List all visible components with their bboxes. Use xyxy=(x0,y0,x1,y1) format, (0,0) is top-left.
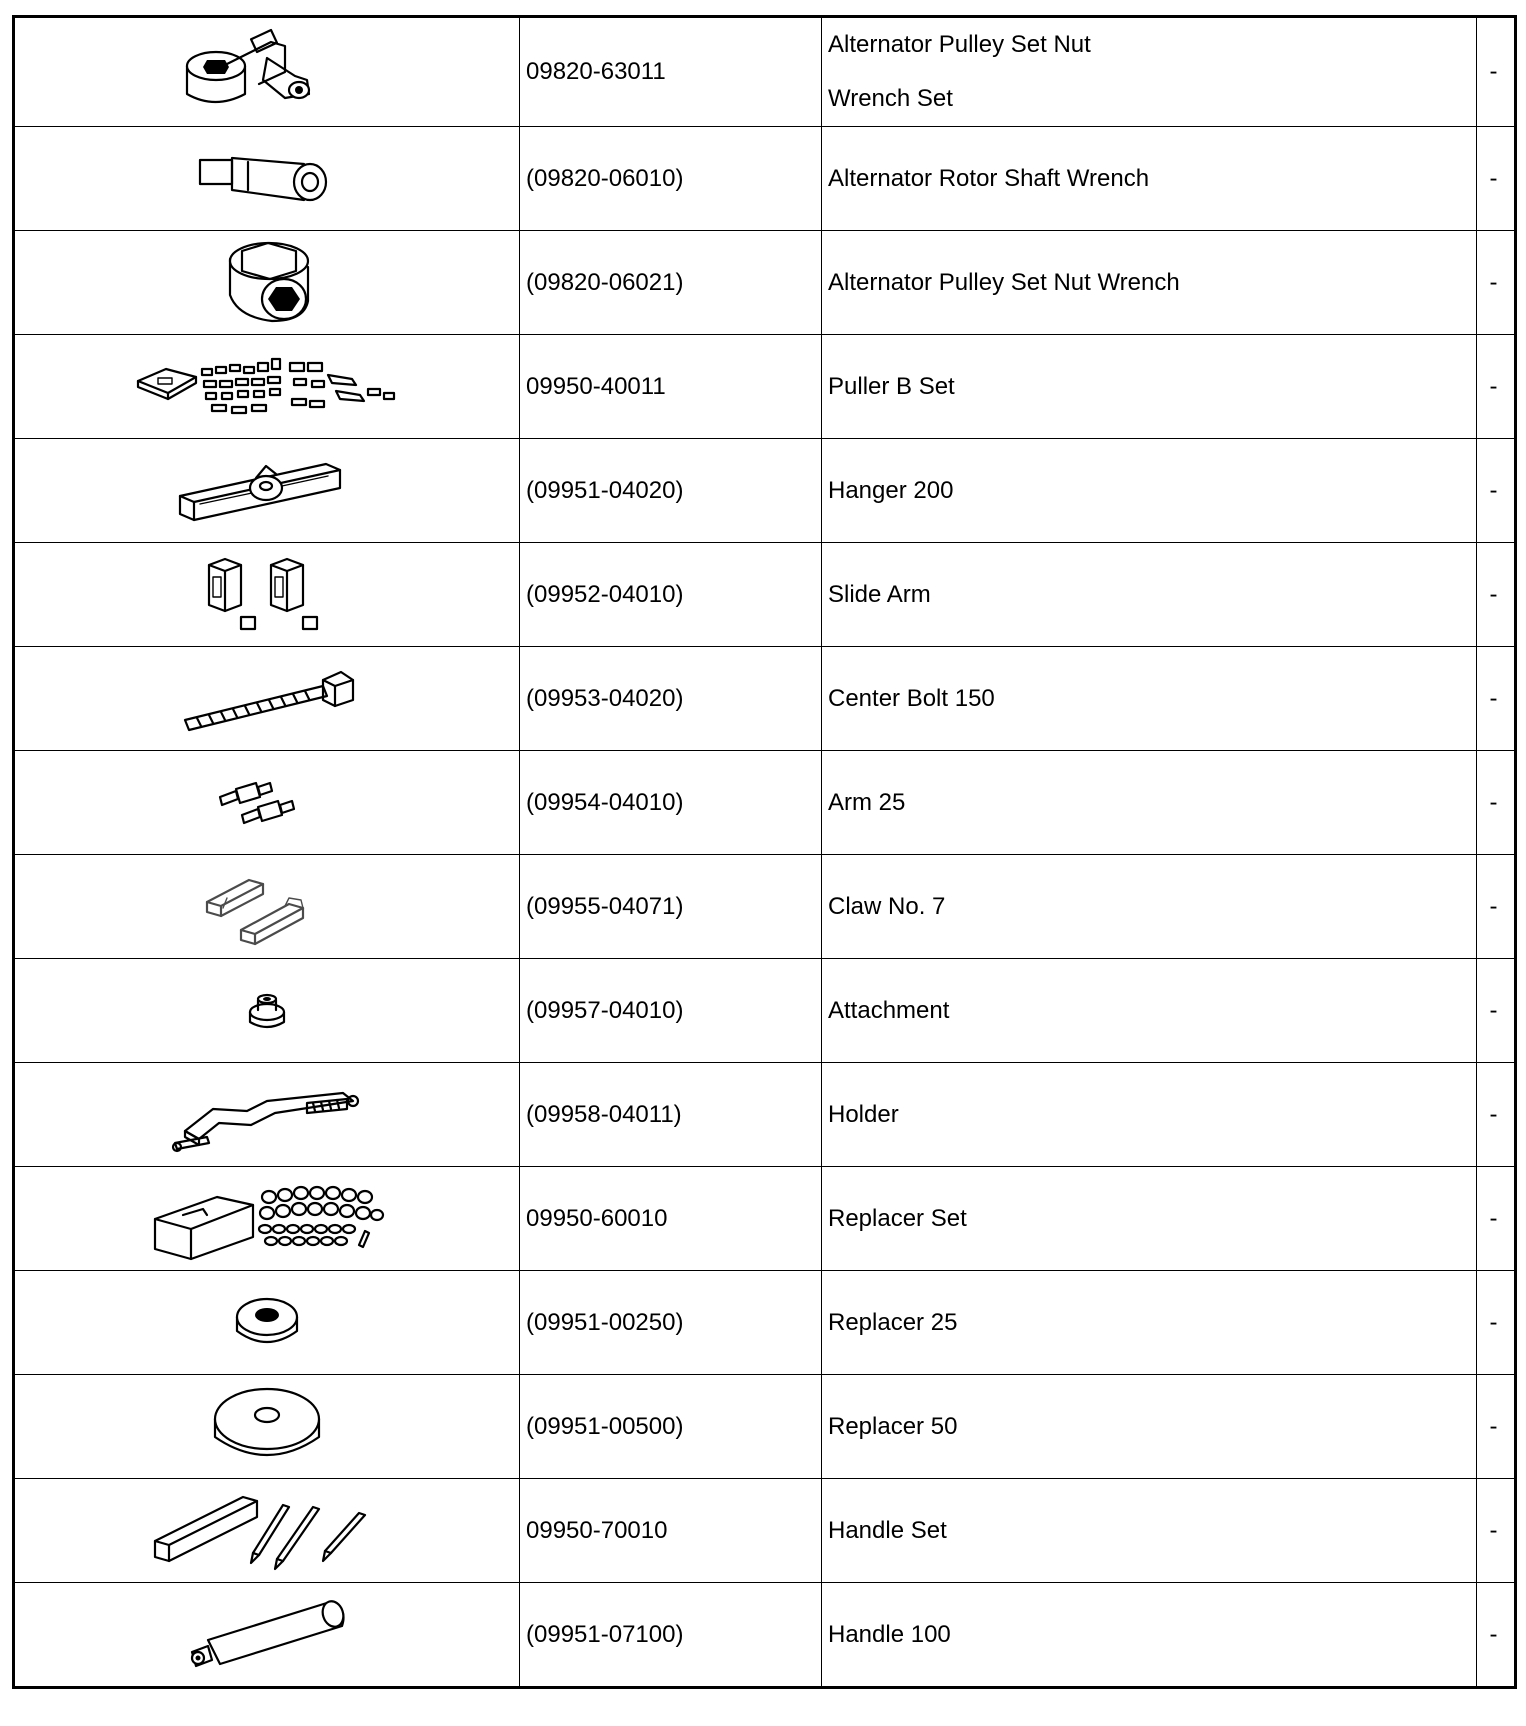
replacer-50-icon xyxy=(15,1379,519,1475)
replacer-25-icon xyxy=(15,1287,519,1359)
illustration-cell xyxy=(14,1167,520,1271)
table-row xyxy=(14,855,1516,959)
illustration-cell xyxy=(14,127,520,231)
table-row xyxy=(14,1167,1516,1271)
slide-arm-icon xyxy=(15,551,519,639)
quantity-cell xyxy=(1477,1583,1516,1688)
tool-name: Replacer 25 xyxy=(828,1308,958,1336)
table-row xyxy=(14,231,1516,335)
quantity: - xyxy=(1489,1100,1498,1128)
illustration-cell xyxy=(14,543,520,647)
tool-name: Alternator Rotor Shaft Wrench xyxy=(828,164,1150,192)
quantity: - xyxy=(1489,788,1498,816)
quantity-cell xyxy=(1477,439,1516,543)
tool-name-cell xyxy=(822,17,1477,127)
part-number: (09952-04010) xyxy=(526,580,684,608)
part-number: (09951-07100) xyxy=(526,1620,684,1648)
tool-name-cell xyxy=(822,751,1477,855)
tool-name-cell xyxy=(822,1271,1477,1375)
part-number-cell xyxy=(520,17,822,127)
illustration-cell xyxy=(14,335,520,439)
part-number-cell xyxy=(520,1479,822,1583)
quantity: - xyxy=(1489,372,1498,400)
tool-name: Alternator Pulley Set Nut Wrench xyxy=(828,268,1180,296)
quantity: - xyxy=(1489,1204,1498,1232)
tool-name-cell xyxy=(822,543,1477,647)
quantity-cell xyxy=(1477,127,1516,231)
illustration-cell xyxy=(14,1583,520,1688)
tool-name-cell xyxy=(822,1479,1477,1583)
center-bolt-icon xyxy=(15,666,519,732)
special-tools-table xyxy=(12,15,1517,1689)
pulley-set-nut-wrench-icon xyxy=(15,237,519,329)
quantity: - xyxy=(1489,1516,1498,1544)
rotor-shaft-wrench-icon xyxy=(15,144,519,214)
part-number-cell xyxy=(520,543,822,647)
tool-name: Claw No. 7 xyxy=(828,892,946,920)
replacer-set-case-icon xyxy=(15,1175,519,1263)
quantity: - xyxy=(1489,476,1498,504)
illustration-cell xyxy=(14,647,520,751)
part-number: (09951-04020) xyxy=(526,476,684,504)
table-row xyxy=(14,751,1516,855)
arm-icon xyxy=(15,775,519,831)
tool-name-cell xyxy=(822,335,1477,439)
quantity: - xyxy=(1489,580,1498,608)
part-number-cell xyxy=(520,855,822,959)
tool-name: Handle 100 xyxy=(828,1620,951,1648)
tool-name: Hanger 200 xyxy=(828,476,954,504)
tool-name-cell xyxy=(822,959,1477,1063)
quantity-cell xyxy=(1477,1063,1516,1167)
quantity: - xyxy=(1489,1412,1498,1440)
part-number-cell xyxy=(520,231,822,335)
part-number-cell xyxy=(520,959,822,1063)
tool-name: Handle Set xyxy=(828,1516,947,1544)
table-row xyxy=(14,1375,1516,1479)
quantity: - xyxy=(1489,996,1498,1024)
tool-name-cell xyxy=(822,647,1477,751)
quantity: - xyxy=(1489,892,1498,920)
tool-name-cell xyxy=(822,231,1477,335)
quantity-cell xyxy=(1477,231,1516,335)
illustration-cell xyxy=(14,1375,520,1479)
part-number: (09957-04010) xyxy=(526,996,684,1024)
handle-icon xyxy=(15,1592,519,1678)
quantity-cell xyxy=(1477,647,1516,751)
tool-name-cell xyxy=(822,127,1477,231)
part-number: (09954-04010) xyxy=(526,788,684,816)
table-row xyxy=(14,1063,1516,1167)
illustration-cell xyxy=(14,751,520,855)
table-row xyxy=(14,335,1516,439)
table-row xyxy=(14,647,1516,751)
holder-icon xyxy=(15,1073,519,1157)
part-number-cell xyxy=(520,1583,822,1688)
table-row xyxy=(14,959,1516,1063)
tool-name-cell xyxy=(822,439,1477,543)
quantity: - xyxy=(1489,164,1498,192)
table-row xyxy=(14,1271,1516,1375)
tool-name: Wrench Set xyxy=(828,85,953,112)
part-number-cell xyxy=(520,647,822,751)
table-row xyxy=(14,1479,1516,1583)
part-number-cell xyxy=(520,1375,822,1479)
illustration-cell xyxy=(14,439,520,543)
table-row xyxy=(14,1583,1516,1688)
tool-name-cell xyxy=(822,1063,1477,1167)
pulley-set-nut-wrench-set-icon xyxy=(15,24,519,120)
part-number: 09820-63011 xyxy=(526,58,666,85)
quantity-cell xyxy=(1477,855,1516,959)
part-number: (09951-00500) xyxy=(526,1412,684,1440)
quantity-cell xyxy=(1477,959,1516,1063)
table-body xyxy=(14,17,1516,1688)
tool-name: Replacer Set xyxy=(828,1204,967,1232)
quantity: - xyxy=(1489,58,1498,85)
part-number-cell xyxy=(520,1271,822,1375)
tool-name-cell xyxy=(822,1167,1477,1271)
part-number-cell xyxy=(520,439,822,543)
part-number: (09953-04020) xyxy=(526,684,684,712)
illustration-cell xyxy=(14,17,520,127)
tool-name: Holder xyxy=(828,1100,899,1128)
tool-name: Attachment xyxy=(828,996,950,1024)
quantity: - xyxy=(1489,1308,1498,1336)
part-number: 09950-40011 xyxy=(526,372,666,400)
table-row xyxy=(14,439,1516,543)
illustration-cell xyxy=(14,959,520,1063)
part-number: (09820-06010) xyxy=(526,164,684,192)
part-number-cell xyxy=(520,751,822,855)
tool-name: Replacer 50 xyxy=(828,1412,958,1440)
part-number-cell xyxy=(520,127,822,231)
illustration-cell xyxy=(14,1479,520,1583)
part-number: (09955-04071) xyxy=(526,892,684,920)
quantity-cell xyxy=(1477,1167,1516,1271)
quantity: - xyxy=(1489,1620,1498,1648)
quantity-cell xyxy=(1477,335,1516,439)
part-number: (09958-04011) xyxy=(526,1100,682,1128)
table-row xyxy=(14,127,1516,231)
tool-name: Alternator Pulley Set Nut xyxy=(828,31,1091,58)
part-number-cell xyxy=(520,1167,822,1271)
part-number: (09951-00250) xyxy=(526,1308,684,1336)
quantity: - xyxy=(1489,684,1498,712)
illustration-cell xyxy=(14,1063,520,1167)
tool-name-cell xyxy=(822,855,1477,959)
quantity-cell xyxy=(1477,1271,1516,1375)
attachment-icon xyxy=(15,986,519,1036)
illustration-cell xyxy=(14,231,520,335)
tool-name: Center Bolt 150 xyxy=(828,684,995,712)
hanger-icon xyxy=(15,448,519,534)
illustration-cell xyxy=(14,1271,520,1375)
part-number: (09820-06021) xyxy=(526,268,684,296)
illustration-cell xyxy=(14,855,520,959)
quantity-cell xyxy=(1477,1375,1516,1479)
quantity-cell xyxy=(1477,543,1516,647)
handle-set-icon xyxy=(15,1487,519,1575)
tool-name: Puller B Set xyxy=(828,372,955,400)
quantity-cell xyxy=(1477,751,1516,855)
quantity-cell xyxy=(1477,17,1516,127)
part-number-cell xyxy=(520,1063,822,1167)
part-number: 09950-70010 xyxy=(526,1516,668,1544)
tool-name-cell xyxy=(822,1583,1477,1688)
tool-name: Arm 25 xyxy=(828,788,906,816)
claw-icon xyxy=(15,862,519,952)
tool-name: Slide Arm xyxy=(828,580,931,608)
part-number: 09950-60010 xyxy=(526,1204,668,1232)
table-row xyxy=(14,543,1516,647)
puller-set-parts-icon xyxy=(15,345,519,429)
tool-name-cell xyxy=(822,1375,1477,1479)
quantity: - xyxy=(1489,268,1498,296)
quantity-cell xyxy=(1477,1479,1516,1583)
table-row xyxy=(14,17,1516,127)
part-number-cell xyxy=(520,335,822,439)
